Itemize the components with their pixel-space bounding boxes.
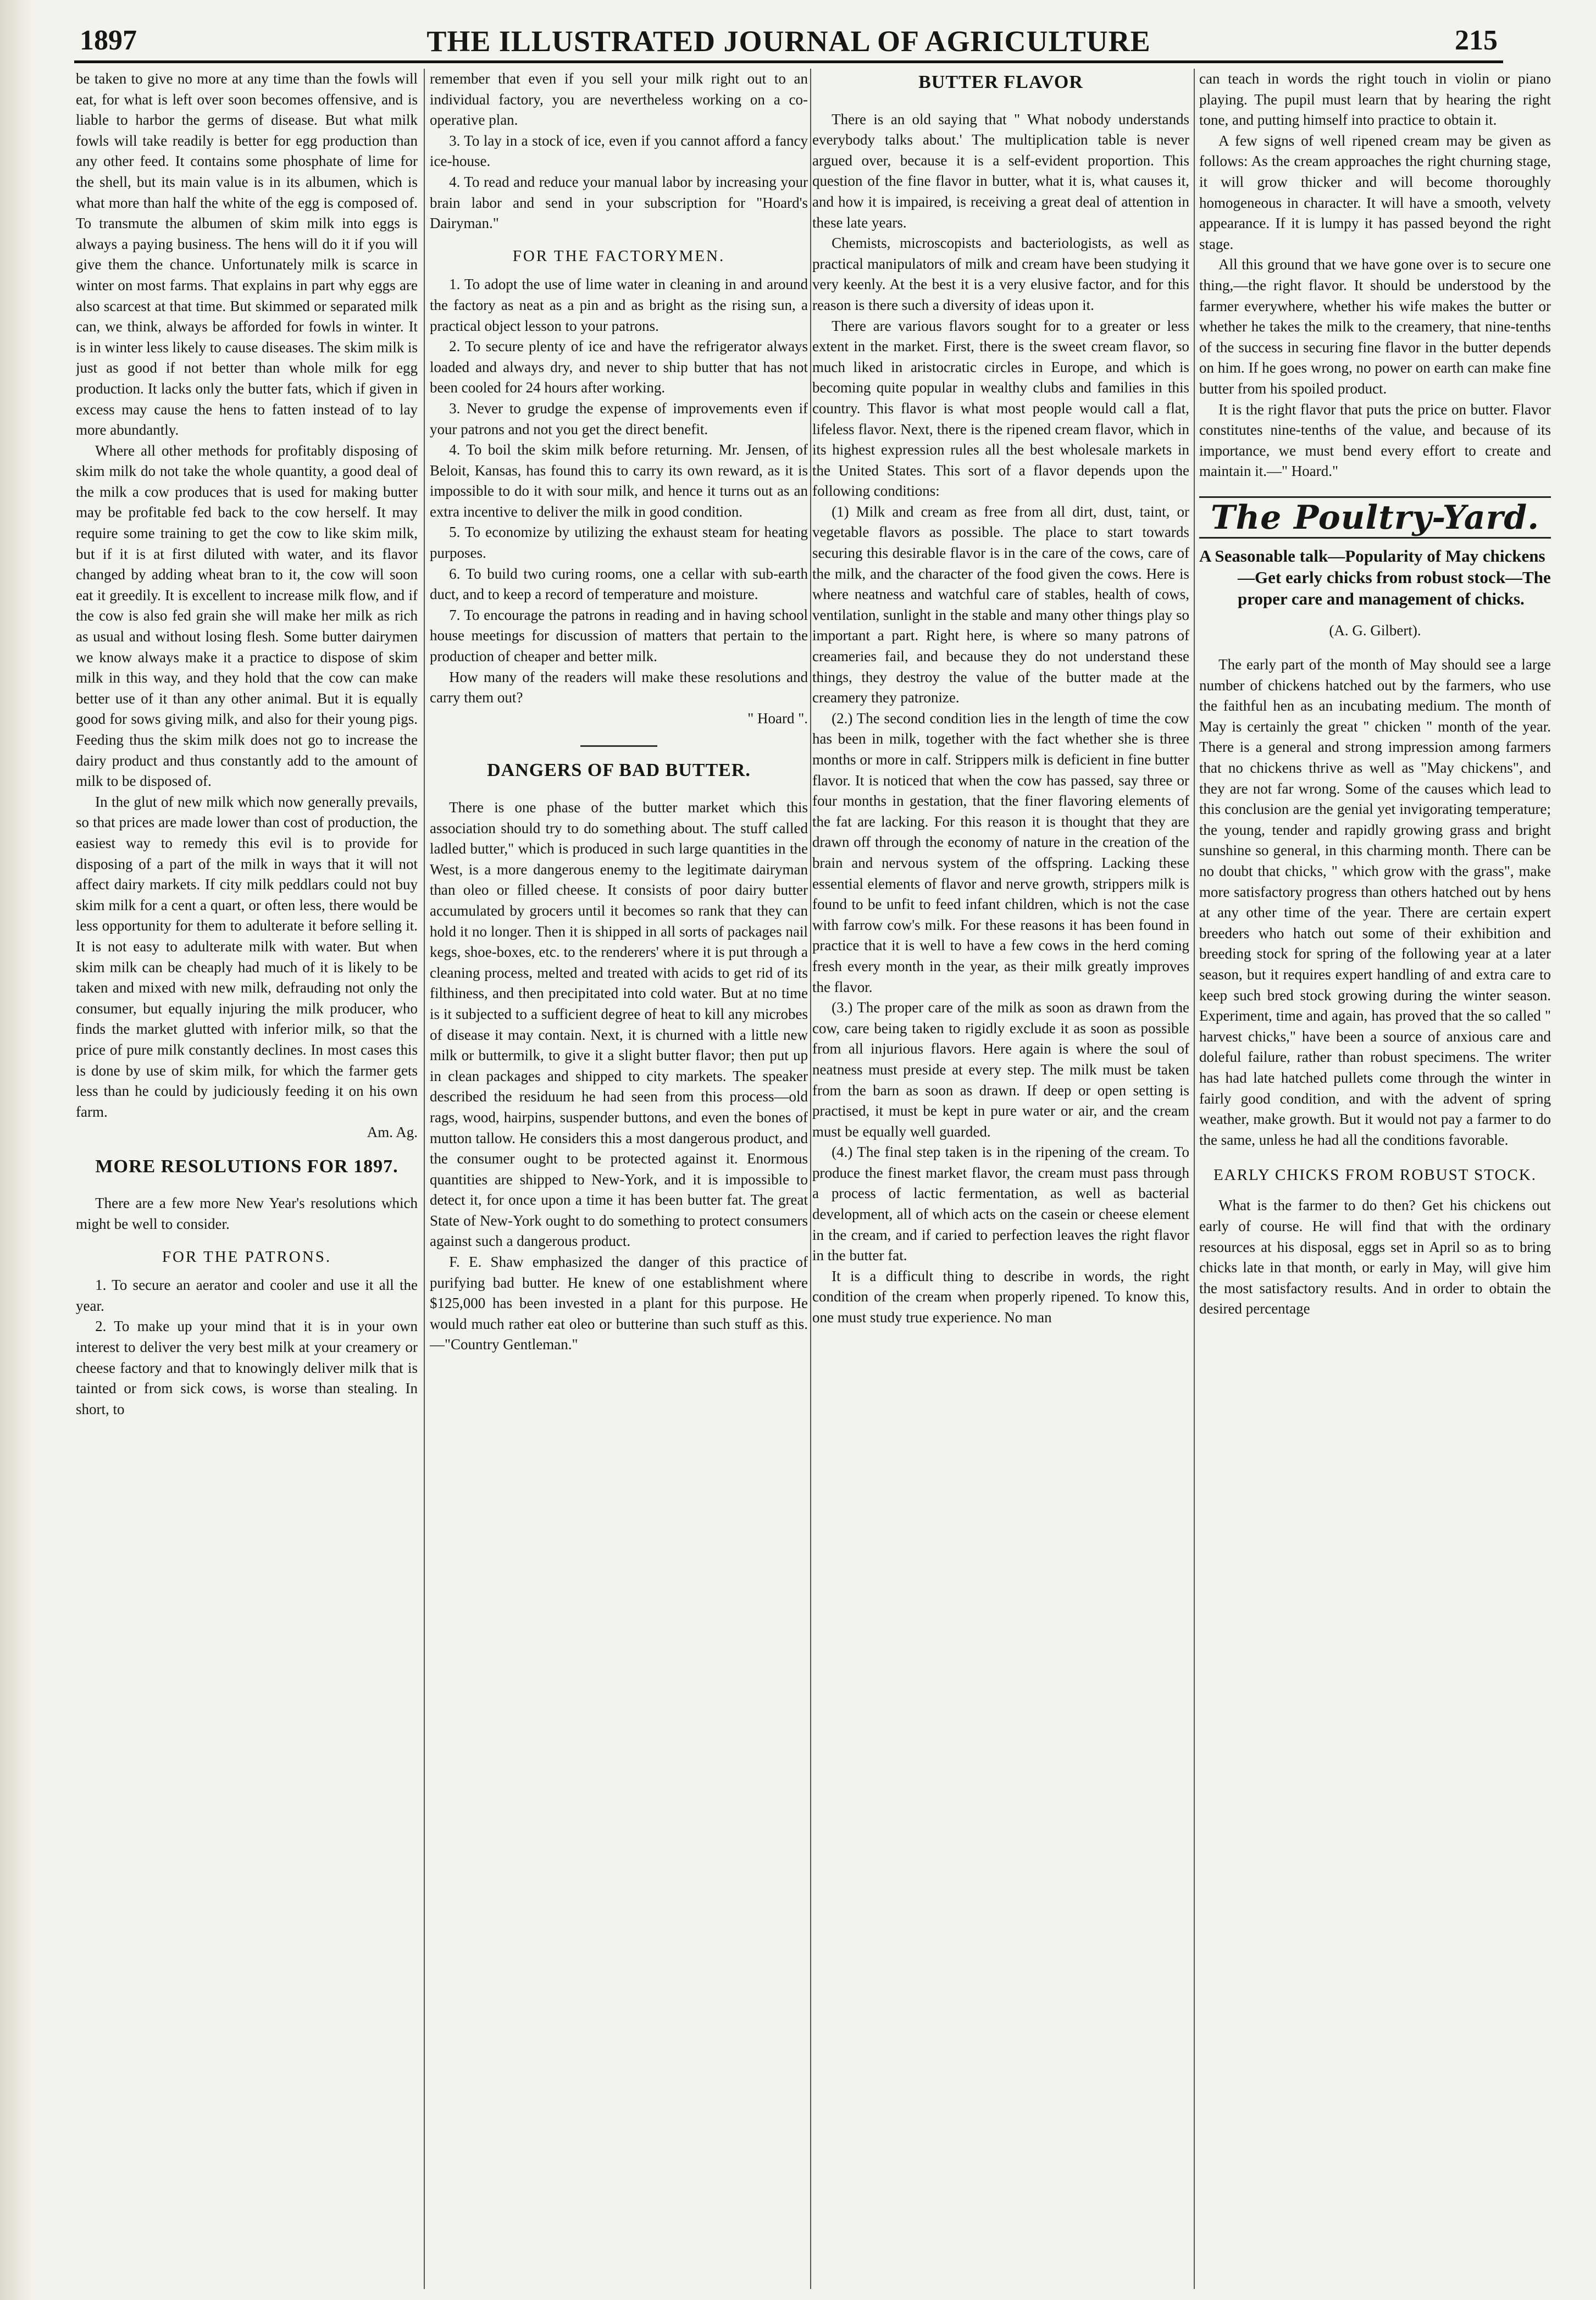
paragraph: There are a few more New Year's resolutions which might be well to consider. — [76, 1195, 418, 1233]
section-title-factorymen: FOR THE FACTORYMEN. — [512, 247, 725, 265]
section-title-patrons: FOR THE PATRONS. — [162, 1248, 332, 1266]
header-year: 1897 — [80, 25, 137, 56]
list-item: 4. To read and reduce your manual labor by increasing your brain labor and send in your subscription for "Hoard's Dairyman." — [430, 173, 808, 232]
paragraph: There is one phase of the butter market which this association should try to do something about. The stuff called ladled butter," which is produced in such large quantities in the West, is a more dangerous enemy to the legitimate dairyman than oleo or filled cheese. It consists of poor dairy butter accumulated by grocers until it becomes so rank that they can hold it no longer. Then it is shipped in all sorts of packages nail kegs, shoe-boxes, etc. to the renderers' where it is put through a cleaning process, melted and treated with acids to get rid of its filthiness, and then precipitated into cold water. But at no time is it subjected to a sufficient degree of heat to kill any microbes of disease it may contain. Next, it is churned with a little new milk or buttermilk, to give it a slight butter flavor; then put up in clean packages and shipped to city markets. The speaker described the residuum he had seen from this process—old rags, wood, hairpins, suspender buttons, and even the bones of mutton tallow. He considers this a most dangerous product, and the consumer ought to be protected against it. Enormous quantities are shipped to New-York, and it is impossible to detect it, for once upon a time it has been butter fat. The great State of New-York ought to do something to protect consumers against such a dangerous product. — [430, 799, 808, 1250]
header-title: THE ILLUSTRATED JOURNAL OF AGRICULTURE — [426, 25, 1151, 58]
column-1 — [76, 69, 418, 2289]
paragraph: (4.) The final step taken is in the ripening of the cream. To produce the finest market flavor, the cream must pass through a process of lactic fermentation, as well as bacterial development, all of which acts on the casein or cheese element in the cream, and if caried to perfection leaves the right flavor in the butter fat. — [812, 1144, 1189, 1264]
page-binding-shadow — [0, 0, 33, 2300]
paragraph: In the glut of new milk which now generally prevails, so that prices are made lower than cost of production, the easiest way to remedy this evil is to provide for disposing of a part of the milk in ways that it will not affect dairy markets. If city milk peddlars could not buy skim milk for a cent a quart, or often less, there would be less opportunity for them to adulterate it before selling it. It is not easy to adulterate milk with water. But when skim milk can be cheaply had much of it is likely to be taken and mixed with new milk, defrauding not only the consumer, but equally injuring the milk producer, who finds the market glutted with inferior milk, so that the price of pure milk constantly declines. In most cases this is done by use of skim milk, for which the farmer gets less than he could by judiciously feeding it on his own farm. — [76, 793, 418, 1120]
paragraph: A few signs of well ripened cream may be given as follows: As the cream approaches the right churning stage, it will grow thicker and will become thoroughly homogeneous in character. It will have a smooth, velvety appearance. If it is lumpy it has passed beyond the right stage. — [1199, 132, 1551, 252]
paragraph: There is an old saying that " What nobody understands everybody talks about.' The multiplication table is never argued over, because it is a self-evident proportion. This question of the fine flavor in butter, what it is, what causes it, and how it is impaired, is receiving a great deal of attention in these late years. — [812, 110, 1189, 231]
article-divider — [580, 745, 657, 747]
list-item: 2. To secure plenty of ice and have the refrigerator always loaded and always dry, and never to ship butter that has not been cooled for 24 hours after working. — [430, 338, 808, 396]
article-title-resolutions: MORE RESOLUTIONS FOR 1897. — [95, 1156, 398, 1177]
list-item: 7. To encourage the patrons in reading and in having school house meetings for discussion of matters that pertain to the production of cheaper and better milk. — [430, 606, 808, 665]
page-bottom-edge — [76, 2289, 1563, 2300]
paragraph: (2.) The second condition lies in the length of time the cow has been in milk, together with the fact whether she is three months or more in calf. Strippers milk is deficient in fine butter flavor. It is noticed that when the cow has passed, say three or four months in gestation, that the finer flavoring elements of the fat are lacking. For this reason it is thought that they are drawn off through the economy of nature in the creation of the brain and nervous system of the offspring. Lacking these essential elements of flavor and nerve growth, strippers milk is found to be unfit to feed infant children, which is not the case with farrow cow's milk. For these reasons it has been found in practice that it is well to have a few cows in the herd coming fresh every month in the year, as their milk greatly improves the flavor. — [812, 710, 1189, 995]
paragraph: remember that even if you sell your milk right out to an individual factory, you are nevertheless working on a co-operative plan. — [430, 70, 808, 129]
list-item: 3. Never to grudge the expense of improvements even if your patrons and not you get the direct benefit. — [430, 400, 808, 437]
paragraph: F. E. Shaw emphasized the danger of this practice of purifying bad butter. He knew of one establishment where $125,000 has been invested in a plant for this purpose. He would much rather eat oleo or butterine than such stuff as this.—"Country Gentleman." — [430, 1254, 808, 1353]
section-divider — [1199, 496, 1551, 498]
column-rule — [424, 69, 425, 2289]
paragraph: The early part of the month of May should see a large number of chickens hatched out by the farmers, who use the faithful hen as an incubating medium. The month of May is certainly the great " chicken " month of the year. There is a general and strong impression among farmers that no chickens thrive as well as "May chickens", and they are not far wrong. Some of the causes which lead to this conclusion are the genial yet invigorating temperature; the young, tender and rapidly growing grass and bright sunshine so general, in this charming month. There can be no doubt that chicks, " which grow with the grass", make more satisfactory progress than others hatched out by hens at any other time of the year. There are certain expert breeders who hatch out some of their exhibition and breeding stock for spring of the following year at a later season, but it requires expert handling of and extra care to keep such bred stock growing during the winter season. Experiment, time and again, has proved that the so called " harvest chicks," have been a source of anxious care and doleful failure, rather than robust specimens. The writer has had late hatched pullets come through the winter in fairly good condition, and with the advent of spring weather, make growth. But it would not pay a farmer to do the same, unless he had all the conditions favorable. — [1199, 656, 1551, 1148]
paragraph: be taken to give no more at any time than the fowls will eat, for what is left over soon becomes offensive, and is liable to harbor the germs of disease. But what milk fowls will take readily is better for egg production than any other feed. It contains some phosphate of lime for the shell, but its main value is in its albumen, which is what more than half the white of the egg is composed of. To transmute the albumen of skim milk into eggs is always a paying business. The hens will do it if you will give them the chance. Unfortunately milk is scarce in winter on most farms. That explains in part why eggs are also scarcest at that time. But skimmed or separated milk can, we think, always be afforded for fowls in winter. It is in winter less likely to cause diseases. The skim milk is just as good if not better than whole milk for egg production. It lacks only the butter fats, which if given in excess may cause the hens to fatten instead of to lay more abundantly. — [76, 70, 418, 439]
section-divider — [1199, 537, 1551, 539]
header-page-number: 215 — [1455, 25, 1498, 56]
article-signature: Am. Ag. — [367, 1124, 418, 1141]
paragraph: All this ground that we have gone over is to secure one thing,—the right flavor. It should be understood by the farmer everywhere, whether his wife makes the butter or whether he takes the milk to the creamery, that nine-tenths of the success in securing fine flavor in the butter depends on him. If he goes wrong, no power on earth can make fine butter from his spoiled product. — [1199, 256, 1551, 397]
article-title-dangers: DANGERS OF BAD BUTTER. — [487, 760, 751, 781]
article-title-butter-flavor: BUTTER FLAVOR — [918, 72, 1083, 92]
section-title-early-chicks: EARLY CHICKS FROM ROBUST STOCK. — [1213, 1166, 1537, 1184]
paragraph: Chemists, microscopists and bacteriologists, as well as practical manipulators of milk and cream have been studying it very keenly. At the best it is a very elusive factor, and for this reason is there such a diversity of ideas upon it. — [812, 235, 1189, 313]
list-item: 1. To adopt the use of lime water in cleaning in and around the factory as neat as a pin and as bright as the rising sun, a practical object lesson to your patrons. — [430, 276, 808, 334]
paragraph: There are various flavors sought for to a greater or less extent in the market. First, there is the sweet cream flavor, so much liked in aristocratic circles in Europe, and which is becoming quite popular in wealthy clubs and families in this country. This flavor is what most people would call a flat, lifeless flavor. Next, there is the ripened cream flavor, which in its highest expression rules all the best wholesale markets in the United States. This sort of a flavor depends upon the following conditions: — [812, 317, 1189, 500]
list-item: 5. To economize by utilizing the exhaust steam for heating purposes. — [430, 524, 808, 562]
list-item: 3. To lay in a stock of ice, even if you cannot afford a fancy ice-house. — [430, 132, 808, 170]
paragraph: (1) Milk and cream as free from all dirt, dust, taint, or vegetable flavors as possible. The place to start towards securing this desirable flavor is in the care of the cows, care of the milk, and the character of the food given the cows. Here is where neatness and watchful care of stables, health of cows, ventilation, sunlight in the stable and many other things play so important a part. Right here, is where so many patrons of creameries fail, and because they do not understand these things, they destroy the value of the butter made at the creamery they patronize. — [812, 503, 1189, 706]
column-rule — [1194, 69, 1195, 2289]
list-item: 1. To secure an aerator and cooler and use it all the year. — [76, 1277, 418, 1314]
paragraph: It is a difficult thing to describe in words, the right condition of the cream when properly ripened. To know this, one must study true experience. No man — [812, 1267, 1189, 1326]
department-title-poultry-yard: The Poultry-Yard. — [1210, 498, 1540, 537]
column-3 — [812, 69, 1189, 2289]
list-item: 4. To boil the skim milk before returning. Mr. Jensen, of Beloit, Kansas, has found this to carry its own reward, as it is impossible to do it with sour milk, and hence it turns out as an extra incentive to deliver the milk in good condition. — [430, 441, 808, 520]
paragraph: It is the right flavor that puts the price on butter. Flavor constitutes nine-tenths of the value, and because of its importance, we must bend every effort to create and maintain it.—" Hoard." — [1199, 401, 1551, 480]
column-2 — [430, 69, 808, 2289]
article-deck: A Seasonable talk—Popularity of May chickens—Get early chicks from robust stock—The proper care and management of chicks. — [1199, 546, 1551, 609]
paragraph: How many of the readers will make these resolutions and carry them out? — [430, 668, 808, 706]
article-signature: " Hoard ". — [747, 710, 808, 727]
article-byline: (A. G. Gilbert). — [1329, 622, 1421, 639]
paragraph: What is the farmer to do then? Get his chickens out early of course. He will find that with the ordinary resources at his disposal, eggs set in April so as to bring chicks late in that month, or early in May, will give him the most satisfactory results. And in order to obtain the desired percentage — [1199, 1197, 1551, 1317]
paragraph: Where all other methods for profitably disposing of skim milk do not take the whole quantity, a good deal of the milk a cow produces that is used for making butter may be profitable fed back to the cow herself. It may require some training to get the cow to like skim milk, but if it is at first diluted with water, and its flavor changed by adding wheat bran to it, the cow will soon eat it greedily. It is excellent to increase milk flow, and if the cow is also fed grain she will make her milk as rich as usual and without losing flesh. Some butter dairymen we know always make it a practice to dispose of skim milk in this way, and they hold that the cow can make better use of it than any other animal. But it is equally good for sows giving milk, and also for their young pigs. Feeding thus the skim milk does not go to increase the dairy product and thus constantly add to the amount of milk to be disposed of. — [76, 442, 418, 790]
paragraph: (3.) The proper care of the milk as soon as drawn from the cow, care being taken to rigidly exclude it as soon as possible from all injurious flavors. Here again is where the soul of neatness must preside at every step. The milk must be taken from the barn as soon as drawn. If deep or open setting is practised, it must be kept in pure water or air, and the cream must be equally well guarded. — [812, 999, 1189, 1140]
page-header — [74, 21, 1503, 63]
column-4 — [1199, 69, 1551, 2289]
column-rule — [810, 69, 811, 2289]
list-item: 6. To build two curing rooms, one a cellar with sub-earth duct, and to keep a record of temperature and moisture. — [430, 565, 808, 603]
list-item: 2. To make up your mind that it is in your own interest to deliver the very best milk at your creamery or cheese factory and that to knowingly deliver milk that is tainted or from sick cows, is worse than stealing. In short, to — [76, 1318, 418, 1417]
paragraph: can teach in words the right touch in violin or piano playing. The pupil must learn that by hearing the right tone, and putting himself into practice to obtain it. — [1199, 70, 1551, 129]
